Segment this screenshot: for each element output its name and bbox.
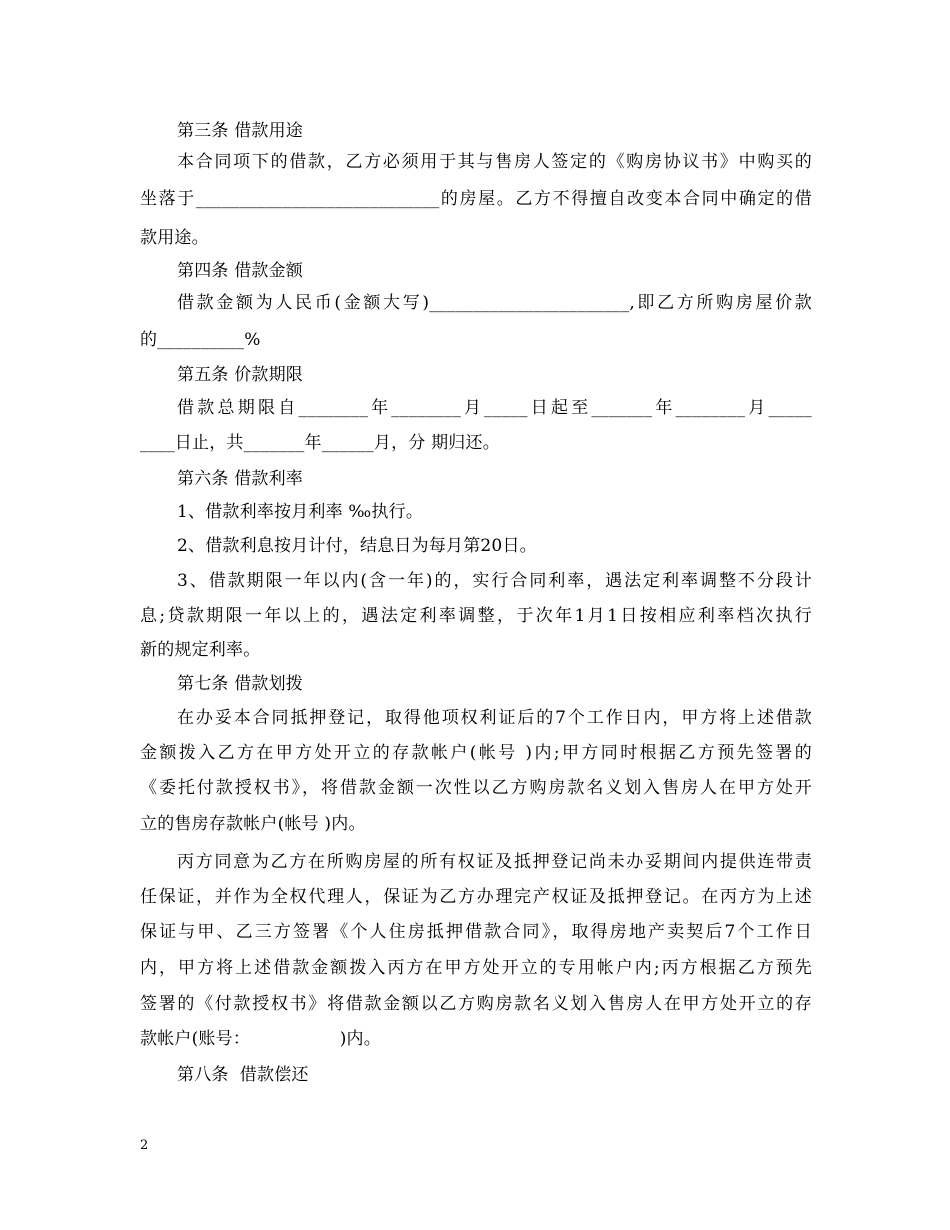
paragraph-line: 新的规定利率。 <box>140 640 261 660</box>
paragraph-line: 《委托付款授权书》，将借款金额一次性以乙方购房款名义划入售房人在甲方处开 <box>140 778 812 798</box>
article-7-heading: 第七条 借款划拨 <box>177 674 304 694</box>
paragraph-line: 金额拨入乙方在甲方处开立的存款帐户(帐号 )内;甲方同时根据乙方预先签署的 <box>140 743 812 763</box>
article-4-heading: 第四条 借款金额 <box>177 261 304 281</box>
paragraph-line: 丙方同意为乙方在所购房屋的所有权证及抵押登记尚未办妥期间内提供连带责 <box>177 852 812 872</box>
paragraph-line: 借款总期限自________年________月_____日起至_______年________月_____ <box>177 398 812 418</box>
paragraph-line: 本合同项下的借款，乙方必须用于其与售房人签定的《购房协议书》中购买的 <box>177 152 812 172</box>
article-5-heading: 第五条 价款期限 <box>177 365 304 385</box>
paragraph-line: 的__________% <box>140 330 261 350</box>
paragraph-line: 立的售房存款帐户(帐号 )内。 <box>140 814 366 834</box>
article-8-heading: 第八条 借款偿还 <box>177 1065 309 1085</box>
paragraph-line: 签署的《付款授权书》将借款金额以乙方购房款名义划入售房人在甲方处开立的存 <box>140 994 812 1014</box>
paragraph-line: 保证与甲、乙三方签署《个人住房抵押借款合同》，取得房地产卖契后7个工作日 <box>140 922 812 942</box>
paragraph-line: 2、借款利息按月计付，结息日为每月第20日。 <box>177 536 537 556</box>
paragraph-line: 在办妥本合同抵押登记，取得他项权利证后的7个工作日内，甲方将上述借款 <box>177 708 812 728</box>
paragraph-line: 任保证，并作为全权代理人，保证为乙方办理完产权证及抵押登记。在丙方为上述 <box>140 887 812 907</box>
article-6-heading: 第六条 借款利率 <box>177 469 304 489</box>
page-number: 2 <box>140 1138 149 1153</box>
paragraph-line: ____日止，共_______年______月，分 期归还。 <box>140 433 500 453</box>
paragraph-line: 坐落于____________________________的房屋。乙方不得擅自改变本合同中确定的借 <box>140 189 812 209</box>
paragraph-line: 1、借款利率按月利率 ‰执行。 <box>177 502 424 522</box>
paragraph-line: 3、借款期限一年以内(含一年)的，实行合同利率，遇法定利率调整不分段计 <box>177 571 812 591</box>
paragraph-line: 息;贷款期限一年以上的，遇法定利率调整，于次年1月1日按相应利率档次执行 <box>140 606 812 626</box>
paragraph-line: 借款金额为人民币(金额大写)_______________________,即乙方所购房屋价款 <box>177 293 812 313</box>
article-3-heading: 第三条 借款用途 <box>177 121 304 141</box>
paragraph-line: 款用途。 <box>140 228 209 248</box>
paragraph-line: 内，甲方将上述借款金额拨入丙方在甲方处开立的专用帐户内;丙方根据乙方预先 <box>140 958 812 978</box>
paragraph-line: 款帐户(账号： )内。 <box>140 1029 381 1049</box>
